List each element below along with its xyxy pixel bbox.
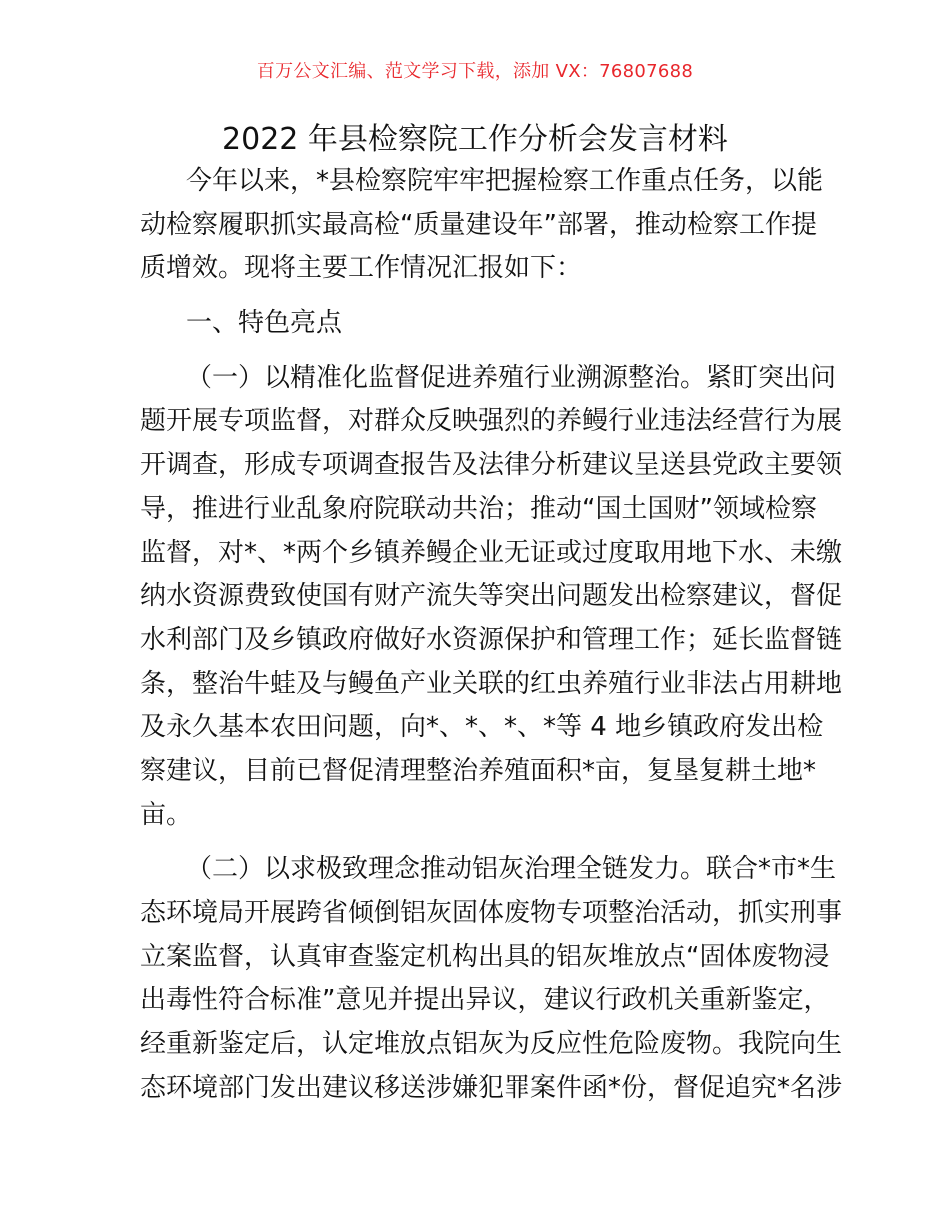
text-line: 监督，对*、*两个乡镇养鳗企业无证或过度取用地下水、未缴 bbox=[140, 537, 843, 568]
text-line: 质增效。现将主要工作情况汇报如下： bbox=[140, 253, 583, 284]
text-line: 态环境部门发出建议移送涉嫌犯罪案件函*份，督促追究*名涉 bbox=[140, 1072, 843, 1103]
text-line: 导，推进行业乱象府院联动共治；推动“国土国财”领域检察 bbox=[140, 493, 817, 524]
document-title: 2022 年县检察院工作分析会发言材料 bbox=[222, 122, 728, 157]
section-heading bbox=[140, 302, 810, 346]
text-line: （二）以求极致理念推动铝灰治理全链发力。联合*市*生 bbox=[186, 854, 837, 885]
document-body bbox=[140, 160, 843, 1121]
text-line: 经重新鉴定后，认定堆放点铝灰为反应性危险废物。我院向生 bbox=[140, 1029, 843, 1060]
paragraph bbox=[140, 848, 843, 1110]
text-line: 及永久基本农田问题，向*、*、*、*等 4 地乡镇政府发出检 bbox=[140, 712, 824, 743]
text-line: 动检察履职抓实最高检“质量建设年”部署，推动检察工作提 bbox=[140, 209, 817, 240]
text-line: 察建议，目前已督促清理整治养殖面积*亩，复垦复耕土地* bbox=[140, 755, 817, 786]
text-line: 亩。 bbox=[140, 799, 193, 830]
text-line: 态环境局开展跨省倾倒铝灰固体废物专项整治活动，抓实刑事 bbox=[140, 898, 843, 928]
text-line: 开调查，形成专项调查报告及法律分析建议呈送县党政主要领 bbox=[140, 450, 843, 481]
text-line: 一、特色亮点 bbox=[186, 308, 343, 339]
text-line: 出毒性符合标准”意见并提出异议，建议行政机关重新鉴定， bbox=[140, 985, 830, 1016]
text-line: 立案监督，认真审查鉴定机构出具的铝灰堆放点“固体废物浸 bbox=[140, 941, 830, 972]
paragraph bbox=[140, 160, 824, 291]
text-line: 纳水资源费致使国有财产流失等突出问题发出检察建议，督促 bbox=[140, 581, 843, 612]
watermark-banner: 百万公文汇编、范文学习下载，添加 VX：76807688 bbox=[256, 61, 694, 82]
text-line: 今年以来，*县检察院牢牢把握检察工作重点任务，以能 bbox=[186, 166, 824, 196]
text-line: 条，整治牛蛙及与鳗鱼产业关联的红虫养殖行业非法占用耕地 bbox=[140, 668, 843, 699]
text-line: 题开展专项监督，对群众反映强烈的养鳗行业违法经营行为展 bbox=[140, 406, 843, 437]
text-line: （一）以精准化监督促进养殖行业溯源整治。紧盯突出问 bbox=[186, 362, 837, 393]
text-line: 水利部门及乡镇政府做好水资源保护和管理工作；延长监督链 bbox=[140, 624, 843, 655]
paragraph bbox=[140, 357, 843, 838]
